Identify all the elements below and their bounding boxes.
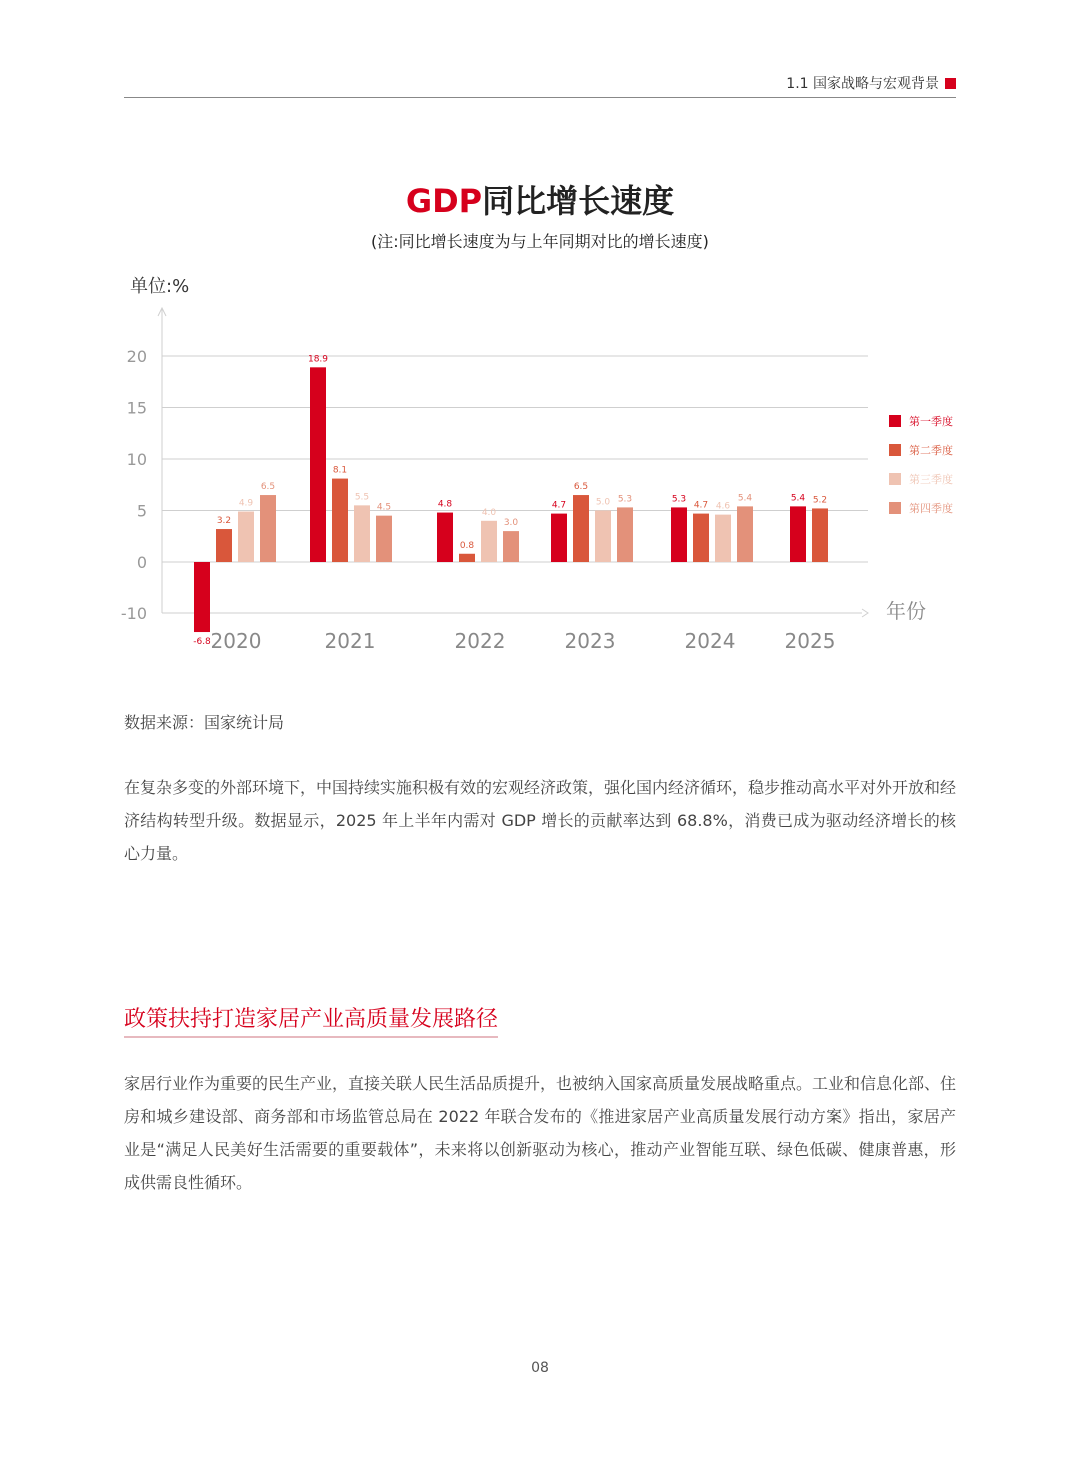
legend-label: 第三季度 [909, 473, 953, 486]
chart-title [0, 176, 1080, 222]
bar [595, 511, 611, 563]
y-axis-arrow-icon [158, 308, 166, 316]
body-paragraph-2: 家居行业作为重要的民生产业，直接关联人民生活品质提升，也被纳入国家高质量发展战略重点。工业和信息化部、住房和城乡建设部、商务部和市场监管总局在 2022 年联合发布的《推进家居产业高质量发展行动方案》指出，家居产业是“满足人民美好生活需要的重要载体”，未来将以创新驱动为核心，推动产业智能互联、绿色低碳、健康普惠，形成供需良性循环。 [124, 1074, 957, 1192]
bar [573, 495, 589, 562]
chart-subtitle: (注:同比增长速度为与上年同期对比的增长速度) [371, 232, 709, 251]
y-tick-label: -10 [120, 604, 147, 623]
legend-swatch [889, 415, 901, 427]
header-square-icon [945, 78, 956, 89]
bar [437, 513, 453, 562]
y-tick-label: 15 [126, 398, 147, 418]
bar [376, 516, 392, 562]
y-tick-label: 5 [136, 501, 147, 521]
bar [503, 531, 519, 562]
header-divider [124, 97, 956, 98]
data-label: 8.1 [332, 465, 348, 476]
page-number: 08 [531, 1360, 549, 1376]
data-label: 5.5 [354, 492, 370, 503]
y-tick-label: 20 [126, 347, 147, 366]
legend-label: 第一季度 [909, 415, 953, 428]
bar [459, 554, 475, 562]
data-label: 4.7 [693, 500, 709, 511]
x-category-label: 2023 [564, 629, 616, 653]
legend-label: 第四季度 [909, 502, 953, 515]
body-paragraph-1: 在复杂多变的外部环境下，中国持续实施积极有效的宏观经济政策，强化国内经济循环，稳步推动高水平对外开放和经济结构转型升级。数据显示，2025 年上半年内需对 GDP 增长的贡献率达到 68.8%，消费已成为驱动经济增长的核心力量。 [124, 778, 957, 863]
x-category-label: 2020 [210, 629, 262, 653]
bar [354, 505, 370, 562]
bar [693, 514, 709, 562]
legend-swatch [889, 473, 901, 485]
data-label: 5.3 [671, 494, 687, 505]
bar [260, 495, 276, 562]
header-section-text: 1.1 国家战略与宏观背景 [786, 76, 939, 92]
bar [737, 506, 753, 562]
data-label: 5.4 [737, 493, 753, 504]
data-label: 4.6 [715, 501, 731, 512]
x-category-label: 2024 [684, 629, 736, 653]
y-tick-label: 0 [136, 553, 147, 572]
bar [617, 507, 633, 562]
bar [481, 521, 497, 562]
data-label: 5.2 [812, 495, 828, 506]
data-label: 4.9 [238, 498, 254, 509]
bar [551, 514, 567, 562]
x-category-label: 2021 [324, 629, 376, 653]
bar [238, 512, 254, 562]
data-label: 5.4 [790, 493, 806, 504]
bar [790, 506, 806, 562]
data-label: 5.0 [595, 497, 611, 508]
data-label: 6.5 [573, 482, 589, 493]
header-section-label [786, 73, 956, 93]
x-category-label: 2022 [454, 629, 506, 653]
x-axis-arrow-icon [862, 609, 868, 617]
data-label: 4.0 [481, 507, 497, 518]
bar [715, 515, 731, 562]
gdp-bar-chart [0, 0, 1080, 700]
y-tick-label: 10 [126, 450, 147, 469]
bar [812, 508, 828, 562]
data-label: -6.8 [193, 637, 211, 648]
legend-swatch [889, 502, 901, 514]
chart-unit-label: 单位:% [130, 276, 190, 297]
data-source: 数据来源：国家统计局 [124, 713, 285, 732]
x-category-label: 2025 [784, 629, 836, 653]
bar [194, 562, 210, 632]
legend-label: 第二季度 [909, 444, 953, 457]
legend-swatch [889, 444, 901, 456]
bar [216, 529, 232, 562]
data-label: 6.5 [260, 482, 276, 493]
x-axis-title: 年份 [886, 599, 926, 623]
data-label: 5.3 [617, 494, 633, 505]
bar [332, 479, 348, 562]
data-label: 4.5 [376, 502, 392, 513]
data-label: 3.2 [216, 516, 232, 527]
data-label: 18.9 [307, 354, 329, 365]
chart-title-accent: GDP [405, 182, 483, 220]
bar [310, 367, 326, 562]
section-heading: 政策扶持打造家居产业高质量发展路径 [124, 1002, 498, 1038]
chart-title-rest: 同比增长速度 [482, 182, 675, 220]
data-label: 3.0 [503, 518, 519, 529]
data-label: 0.8 [459, 540, 475, 551]
bar [671, 507, 687, 562]
data-label: 4.7 [551, 500, 567, 511]
data-label: 4.8 [437, 499, 453, 510]
